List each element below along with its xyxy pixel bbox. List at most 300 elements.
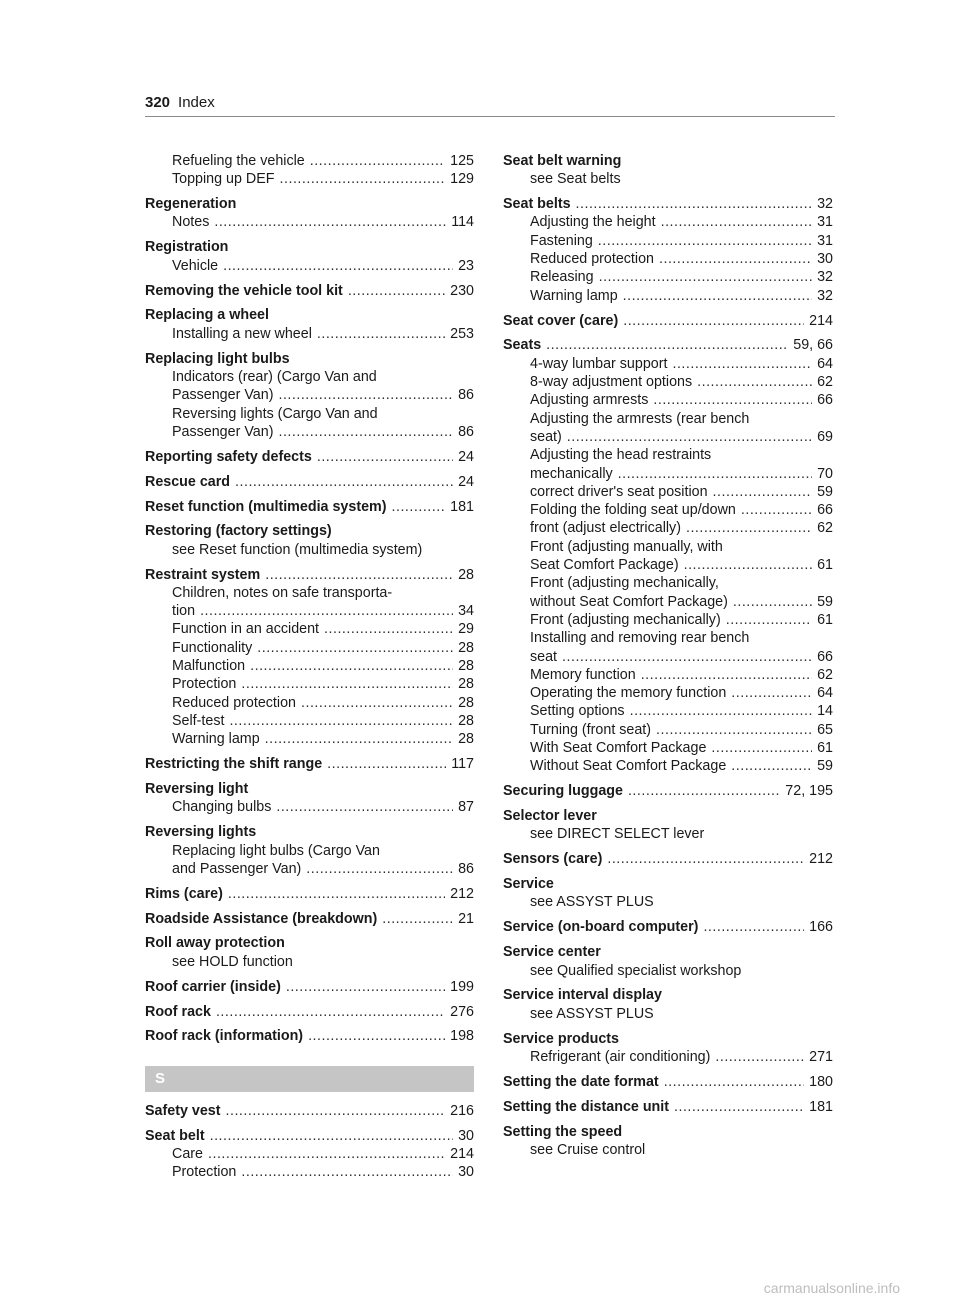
entry-heading — [145, 238, 474, 256]
subentry — [503, 1048, 833, 1066]
entry-heading-text[interactable]: Rescue card — [145, 473, 231, 490]
page-ref[interactable]: 253 — [450, 325, 474, 342]
subentry — [145, 152, 474, 170]
entry-heading-text[interactable]: Seat cover (care) — [503, 312, 619, 329]
subentry — [145, 602, 474, 620]
dot-leader — [241, 1163, 453, 1181]
page-ref[interactable]: 125 — [450, 153, 474, 169]
entry-heading-text[interactable]: Rims (care) — [145, 885, 223, 902]
dot-leader — [257, 639, 453, 657]
subentry-text: correct driver's seat position — [530, 483, 708, 500]
dot-leader — [684, 556, 812, 574]
subentry — [503, 213, 833, 231]
subentry — [503, 721, 833, 739]
see-reference — [503, 1005, 833, 1023]
index-entry — [503, 195, 833, 305]
subentry-line-text: Adjusting the armrests (rear bench — [530, 410, 750, 427]
page-ref[interactable]: 86 — [458, 387, 474, 404]
subentry-text: without Seat Comfort Package) — [530, 593, 728, 610]
entry-heading-text[interactable]: Setting the distance unit — [503, 1098, 670, 1115]
page-ref[interactable]: 66 — [817, 648, 833, 665]
dot-leader — [235, 473, 453, 491]
subentry-text: Adjusting armrests — [530, 392, 649, 409]
dot-leader — [628, 782, 780, 800]
subentry-text: Releasing — [530, 269, 594, 286]
index-entry — [145, 195, 474, 232]
dot-leader — [672, 355, 812, 373]
page-ref[interactable]: 24 — [458, 473, 474, 490]
entry-heading-text: Service center — [503, 944, 601, 961]
entry-heading-text: Reversing lights — [145, 824, 257, 841]
page-ref[interactable]: 212 — [450, 885, 474, 902]
subentry-text: Setting options — [530, 703, 625, 720]
page-ref[interactable]: 181 — [450, 498, 474, 515]
subentry-line-text: Installing and removing rear bench — [530, 630, 750, 647]
page-ref[interactable]: 271 — [809, 1048, 833, 1065]
entry-heading — [145, 885, 474, 903]
subentry-text: Warning lamp — [530, 287, 618, 304]
page-ref[interactable]: 70 — [817, 465, 833, 482]
entry-heading-text[interactable]: Restraint system — [145, 566, 261, 583]
index-entry — [503, 943, 833, 980]
index-entry — [145, 448, 474, 466]
page-ref[interactable]: 61 — [817, 611, 833, 628]
index-entry — [503, 850, 833, 868]
entry-heading-text[interactable]: Seats — [503, 337, 542, 354]
entry-heading — [503, 1098, 833, 1116]
page-ref[interactable]: 32 — [817, 196, 833, 213]
page-ref[interactable]: 31 — [817, 232, 833, 249]
dot-leader — [278, 423, 453, 441]
page-ref[interactable]: 34 — [458, 603, 474, 620]
dot-leader — [327, 755, 446, 773]
entry-heading — [145, 1127, 474, 1145]
subentry-text: Malfunction — [172, 658, 246, 675]
dot-leader — [382, 910, 453, 928]
see-reference — [503, 893, 833, 911]
dot-leader — [317, 448, 453, 466]
entry-heading — [145, 498, 474, 516]
index-entry — [145, 350, 474, 441]
dot-leader — [697, 373, 812, 391]
page-ref[interactable]: 181 — [809, 1098, 833, 1115]
page-ref[interactable]: 86 — [458, 423, 474, 440]
page-ref[interactable]: 66 — [817, 502, 833, 519]
dot-leader — [229, 712, 453, 730]
subentry-line — [503, 446, 833, 464]
dot-leader — [703, 918, 804, 936]
see-reference-text[interactable]: see ASSYST PLUS — [530, 1005, 654, 1022]
subentry — [145, 257, 474, 275]
page-ref[interactable]: 230 — [450, 282, 474, 299]
entry-heading — [503, 918, 833, 936]
subentry-text: Vehicle — [172, 257, 219, 274]
dot-leader — [623, 287, 812, 305]
dot-leader — [214, 213, 446, 231]
entry-heading-text[interactable]: Roof carrier (inside) — [145, 978, 281, 995]
index-entry — [503, 807, 833, 844]
index-entry — [145, 306, 474, 343]
entry-heading — [503, 850, 833, 868]
subentry-line — [503, 629, 833, 647]
dot-leader — [228, 885, 445, 903]
entry-heading-text: Service products — [503, 1030, 620, 1047]
subentry — [503, 684, 833, 702]
index-entry — [503, 1123, 833, 1160]
dot-leader — [715, 1048, 804, 1066]
dot-leader — [598, 232, 812, 250]
page-ref[interactable]: 114 — [451, 214, 474, 231]
entry-heading — [503, 336, 833, 354]
subentry — [503, 287, 833, 305]
entry-heading — [503, 986, 833, 1004]
entry-heading — [145, 350, 474, 368]
subentry — [503, 648, 833, 666]
subentry-text: Without Seat Comfort Package — [530, 758, 727, 775]
page-ref[interactable]: 31 — [817, 214, 833, 231]
subentry-text: Notes — [172, 214, 210, 231]
subentry-line-text: Indicators (rear) (Cargo Van and — [172, 368, 377, 385]
page-ref[interactable]: 180 — [809, 1073, 833, 1090]
subentry — [145, 639, 474, 657]
subentry — [503, 355, 833, 373]
see-reference — [503, 1141, 833, 1159]
subentry-line-text: Reversing lights (Cargo Van and — [172, 405, 378, 422]
see-reference-text[interactable]: see Cruise control — [530, 1141, 646, 1158]
page-ref[interactable]: 72, 195 — [785, 783, 833, 800]
entry-heading — [503, 943, 833, 961]
dot-leader — [276, 798, 453, 816]
index-entry — [145, 238, 474, 275]
dot-leader — [713, 483, 813, 501]
watermark: carmanualsonline.info — [763, 1280, 900, 1296]
page-ref[interactable]: 28 — [458, 694, 474, 711]
entry-heading — [145, 306, 474, 324]
subentry-text: Fastening — [530, 232, 593, 249]
subentry — [503, 232, 833, 250]
entry-heading-text[interactable]: Seat belts — [503, 196, 571, 213]
dot-leader — [278, 386, 453, 404]
page-ref[interactable]: 66 — [817, 392, 833, 409]
subentry-text: Functionality — [172, 639, 253, 656]
entry-heading — [503, 782, 833, 800]
index-entry — [503, 918, 833, 936]
subentry — [145, 1163, 474, 1181]
index-entry — [145, 978, 474, 996]
entry-heading-text: Service interval display — [503, 987, 662, 1004]
dot-leader — [686, 519, 812, 537]
page-ref[interactable]: 214 — [450, 1145, 474, 1162]
subentry-text: Refueling the vehicle — [172, 153, 305, 169]
dot-leader — [324, 620, 453, 638]
entry-heading-text: Regeneration — [145, 196, 237, 213]
subentry-text: Operating the memory function — [530, 685, 727, 702]
entry-heading — [145, 978, 474, 996]
subentry — [503, 465, 833, 483]
subentry-text: Passenger Van) — [172, 387, 274, 404]
subentry-line-text: Children, notes on safe transporta- — [172, 584, 393, 601]
entry-heading-text[interactable]: Setting the date format — [503, 1073, 659, 1090]
page-ref[interactable]: 61 — [817, 739, 833, 756]
subentry — [503, 611, 833, 629]
subentry — [145, 694, 474, 712]
dot-leader — [731, 757, 812, 775]
dot-leader — [310, 152, 445, 170]
subentry-text: 4-way lumbar support — [530, 355, 668, 372]
index-entry — [503, 875, 833, 912]
subentry-line-text: Front (adjusting mechanically, — [530, 575, 719, 592]
index-entry — [145, 498, 474, 516]
dot-leader — [265, 730, 453, 748]
subentry — [145, 675, 474, 693]
page-ref[interactable]: 129 — [450, 171, 474, 188]
entry-heading-text[interactable]: Roadside Assistance (breakdown) — [145, 910, 378, 927]
page-ref[interactable]: 214 — [809, 312, 833, 329]
subentry-text: Front (adjusting mechanically) — [530, 611, 721, 628]
page-ref[interactable]: 30 — [817, 251, 833, 268]
index-entry — [503, 1073, 833, 1091]
entry-heading — [503, 195, 833, 213]
entry-heading-text: Reversing light — [145, 781, 249, 798]
section-letter: S — [145, 1066, 474, 1092]
dot-leader — [200, 602, 453, 620]
entry-heading — [145, 910, 474, 928]
page-ref[interactable]: 28 — [458, 731, 474, 748]
subentry-text: 8-way adjustment options — [530, 374, 693, 391]
index-entry — [145, 1003, 474, 1021]
entry-heading — [145, 780, 474, 798]
page-ref[interactable]: 61 — [817, 557, 833, 574]
entry-heading-text[interactable]: Restricting the shift range — [145, 756, 323, 773]
page-ref[interactable]: 212 — [809, 851, 833, 868]
page-title: Index — [178, 94, 215, 111]
page-ref[interactable]: 59 — [817, 593, 833, 610]
index-entry — [145, 755, 474, 773]
subentry-text: Reduced protection — [530, 251, 654, 268]
page-ref[interactable]: 28 — [458, 639, 474, 656]
see-reference-text[interactable]: see Seat belts — [530, 171, 621, 188]
page-ref[interactable]: 59 — [817, 483, 833, 500]
entry-heading-text: Service — [503, 876, 554, 893]
entry-heading-text[interactable]: Seat belt — [145, 1127, 205, 1144]
subentry — [145, 712, 474, 730]
see-reference-text[interactable]: see HOLD function — [172, 953, 293, 970]
dot-leader — [726, 611, 812, 629]
page-ref[interactable]: 32 — [817, 287, 833, 304]
subentry-line-text: Adjusting the head restraints — [530, 447, 712, 464]
entry-heading — [503, 875, 833, 893]
page-ref[interactable]: 87 — [458, 799, 474, 816]
dot-leader — [226, 1102, 446, 1120]
entry-heading — [145, 566, 474, 584]
page-ref[interactable]: 166 — [809, 919, 833, 936]
index-entry — [145, 473, 474, 491]
entry-heading-text[interactable]: Roof rack (information) — [145, 1028, 304, 1045]
entry-heading-text[interactable]: Reset function (multimedia system) — [145, 498, 387, 515]
page-ref[interactable]: 198 — [450, 1028, 474, 1045]
page-ref[interactable]: 69 — [817, 428, 833, 445]
dot-leader — [664, 1073, 804, 1091]
dot-leader — [223, 257, 453, 275]
subentry — [503, 373, 833, 391]
entry-heading-text[interactable]: Reporting safety defects — [145, 448, 312, 465]
subentry — [145, 386, 474, 404]
page-ref[interactable]: 59 — [817, 758, 833, 775]
subentry — [503, 428, 833, 446]
subentry-text: Seat Comfort Package) — [530, 557, 679, 574]
entry-heading — [145, 282, 474, 300]
subentry-text: mechanically — [530, 465, 613, 482]
entry-heading — [503, 1030, 833, 1048]
entry-heading-text[interactable]: Service (on-board computer) — [503, 919, 699, 936]
entry-heading — [503, 1123, 833, 1141]
entry-heading — [503, 152, 833, 170]
dot-leader — [653, 391, 812, 409]
page-ref[interactable]: 29 — [458, 621, 474, 638]
index-entry — [503, 336, 833, 775]
subentry-text: Installing a new wheel — [172, 325, 312, 342]
subentry-text: Turning (front seat) — [530, 721, 652, 738]
page-ref[interactable]: 28 — [458, 658, 474, 675]
subentry — [503, 268, 833, 286]
entry-heading — [145, 1102, 474, 1120]
dot-leader — [241, 675, 453, 693]
dot-leader — [286, 978, 445, 996]
subentry — [145, 860, 474, 878]
page-ref[interactable]: 216 — [450, 1102, 474, 1119]
page-ref[interactable]: 64 — [817, 685, 833, 702]
subentry — [145, 170, 474, 188]
page-ref[interactable]: 30 — [458, 1164, 474, 1181]
index-entry — [145, 823, 474, 878]
page-ref[interactable]: 86 — [458, 860, 474, 877]
dot-leader — [306, 860, 453, 878]
page-ref[interactable]: 62 — [817, 374, 833, 391]
dot-leader — [733, 593, 812, 611]
subentry-text: Warning lamp — [172, 731, 260, 748]
entry-heading-text: Registration — [145, 239, 229, 256]
index-entry — [145, 780, 474, 817]
page-ref[interactable]: 199 — [450, 978, 474, 995]
subentry-line — [503, 410, 833, 428]
dot-leader — [308, 1027, 445, 1045]
page-ref[interactable]: 62 — [817, 666, 833, 683]
subentry-text: Reduced protection — [172, 694, 296, 711]
dot-leader — [661, 213, 813, 231]
entry-heading — [145, 1027, 474, 1045]
index-entry — [145, 1102, 474, 1120]
dot-leader — [210, 1127, 454, 1145]
dot-leader — [674, 1098, 804, 1116]
dot-leader — [731, 684, 812, 702]
entry-heading-text[interactable]: Securing luggage — [503, 783, 623, 800]
dot-leader — [216, 1003, 445, 1021]
index-entry — [145, 522, 474, 559]
dot-leader — [546, 336, 788, 354]
subentry — [145, 325, 474, 343]
page-ref[interactable]: 24 — [458, 448, 474, 465]
subentry-text: Protection — [172, 1164, 237, 1181]
subentry-line — [503, 574, 833, 592]
dot-leader — [208, 1145, 445, 1163]
entry-heading-text[interactable]: Sensors (care) — [503, 851, 603, 868]
page-ref[interactable]: 23 — [458, 257, 474, 274]
index-entry — [145, 1127, 474, 1182]
page-ref[interactable]: 28 — [458, 566, 474, 583]
dot-leader — [656, 721, 812, 739]
subentry-text: Self-test — [172, 712, 225, 729]
see-reference-text[interactable]: see DIRECT SELECT lever — [530, 826, 705, 843]
page-ref[interactable]: 14 — [817, 703, 833, 720]
subentry-line — [145, 368, 474, 386]
index-entry — [503, 1030, 833, 1067]
dot-leader — [711, 739, 812, 757]
page-ref[interactable]: 59, 66 — [793, 337, 833, 354]
index-column-left — [145, 152, 474, 1188]
index-entry — [145, 885, 474, 903]
see-reference-text[interactable]: see Qualified specialist workshop — [530, 962, 742, 979]
subentry — [503, 757, 833, 775]
index-entry — [503, 312, 833, 330]
see-reference — [145, 541, 474, 559]
entry-heading — [145, 522, 474, 540]
entry-heading — [145, 448, 474, 466]
dot-leader — [599, 268, 813, 286]
see-reference-text[interactable]: see ASSYST PLUS — [530, 894, 654, 911]
subentry-text: tion — [172, 603, 196, 620]
entry-heading-text[interactable]: Safety vest — [145, 1102, 221, 1119]
entry-heading-text: Setting the speed — [503, 1123, 623, 1140]
see-reference-text[interactable]: see Reset function (multimedia system) — [172, 541, 423, 558]
dot-leader — [567, 428, 812, 446]
page-ref[interactable]: 117 — [451, 756, 474, 773]
subentry — [503, 666, 833, 684]
page-ref[interactable]: 276 — [450, 1003, 474, 1020]
page-ref[interactable]: 64 — [817, 355, 833, 372]
entry-heading — [503, 312, 833, 330]
dot-leader — [317, 325, 445, 343]
page-ref[interactable]: 28 — [458, 676, 474, 693]
page-ref[interactable]: 21 — [458, 910, 474, 927]
entry-heading-text: Restoring (factory settings) — [145, 523, 332, 540]
dot-leader — [641, 666, 812, 684]
page-ref[interactable]: 65 — [817, 721, 833, 738]
entry-heading — [145, 755, 474, 773]
page-ref[interactable]: 32 — [817, 269, 833, 286]
entry-heading-text[interactable]: Roof rack — [145, 1003, 211, 1020]
subentry-text: Care — [172, 1145, 203, 1162]
entry-heading — [145, 195, 474, 213]
page-ref[interactable]: 30 — [458, 1127, 474, 1144]
subentry — [503, 250, 833, 268]
entry-heading-text[interactable]: Removing the vehicle tool kit — [145, 282, 343, 299]
page-ref[interactable]: 62 — [817, 520, 833, 537]
subentry-line — [145, 584, 474, 602]
index-entry — [145, 1027, 474, 1045]
subentry-text: Changing bulbs — [172, 799, 272, 816]
subentry-text: seat) — [530, 428, 562, 445]
subentry-text: Folding the folding seat up/down — [530, 502, 736, 519]
index-entry — [145, 566, 474, 749]
subentry-text: and Passenger Van) — [172, 860, 302, 877]
subentry — [503, 556, 833, 574]
entry-heading — [145, 823, 474, 841]
page-ref[interactable]: 28 — [458, 712, 474, 729]
subentry — [503, 391, 833, 409]
dot-leader — [265, 566, 453, 584]
subentry — [503, 593, 833, 611]
subentry — [145, 423, 474, 441]
